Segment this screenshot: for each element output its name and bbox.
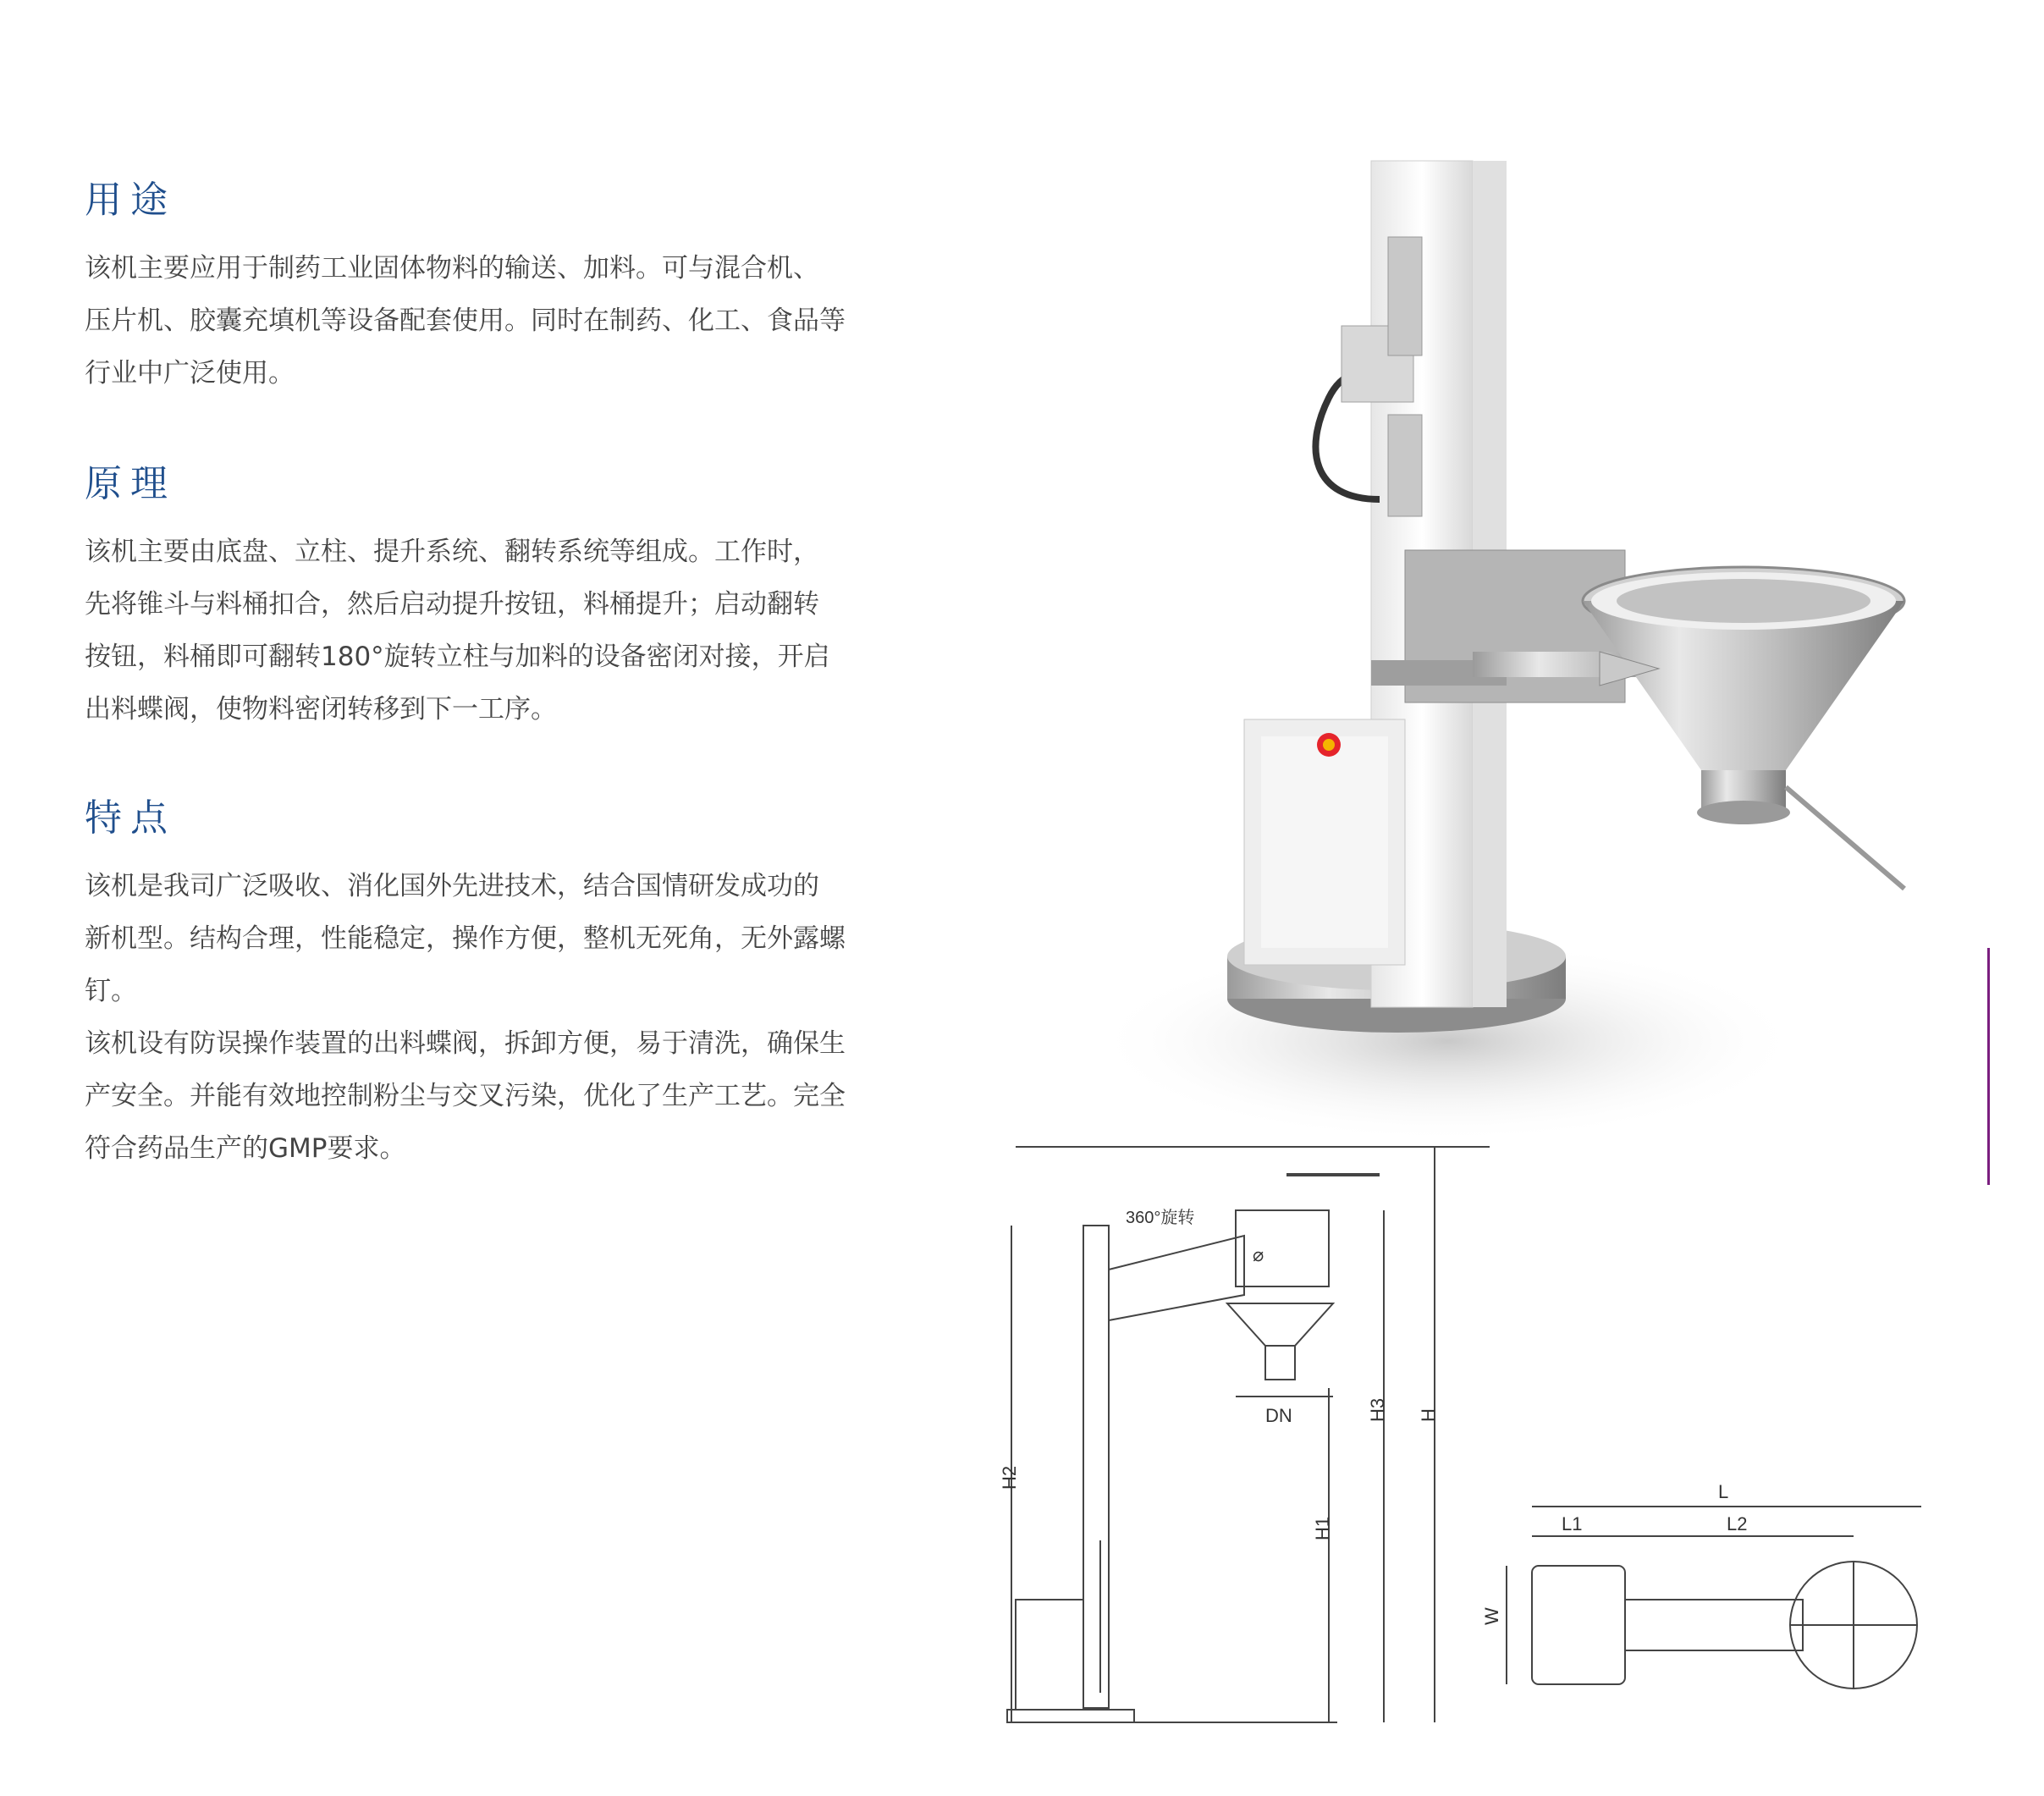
dim-dn: DN [1265,1405,1292,1426]
paragraph-line: 压片机、胶囊充填机等设备配套使用。同时在制药、化工、食品等 [85,306,846,336]
dim-h: H [1418,1408,1439,1422]
machine-photo [1050,144,1938,1160]
dim-w: W [1481,1607,1502,1625]
dim-h2: H2 [999,1465,1020,1490]
dim-h3: H3 [1367,1397,1388,1422]
dim-l1: L1 [1562,1513,1583,1534]
section-features [85,787,897,1175]
dim-l2: L2 [1727,1513,1748,1534]
paragraph-line: 按钮，料桶即可翻转180°旋转立柱与加料的设备密闭对接，开启 [85,642,830,672]
paragraph-line: 该机设有防误操作装置的出料蝶阀，拆卸方便，易于清洗，确保生 [85,1028,846,1059]
paragraph-line: 出料蝶阀，使物料密闭转移到下一工序。 [85,694,557,724]
paragraph-line: 该机主要由底盘、立柱、提升系统、翻转系统等组成。工作时， [85,537,819,567]
diameter-symbol: ⌀ [1253,1244,1264,1265]
rotation-label: 360°旋转 [1126,1209,1195,1227]
section-principle [85,453,897,735]
paragraph-line: 符合药品生产的GMP要求。 [85,1133,406,1164]
paragraph-line: 该机主要应用于制药工业固体物料的输送、加料。可与混合机、 [85,253,819,284]
section-heading: 用途 [85,179,176,222]
paragraph-line: 该机是我司广泛吸收、消化国外先进技术，结合国情研发成功的 [85,871,819,901]
section-usage [85,169,897,399]
paragraph-line: 行业中广泛使用。 [85,358,295,388]
paragraph-line: 产安全。并能有效地控制粉尘与交叉污染，优化了生产工艺。完全 [85,1081,846,1111]
section-heading: 特点 [85,796,176,840]
paragraph-line: 先将锥斗与料桶扣合，然后启动提升按钮，料桶提升；启动翻转 [85,589,819,620]
dim-h1: H1 [1312,1516,1333,1540]
section-heading: 原理 [85,462,176,505]
dimension-drawing [999,1143,2014,1735]
paragraph-line: 新机型。结构合理，性能稳定，操作方便，整机无死角，无外露螺钉。 [85,923,846,1006]
dim-l: L [1718,1481,1729,1502]
